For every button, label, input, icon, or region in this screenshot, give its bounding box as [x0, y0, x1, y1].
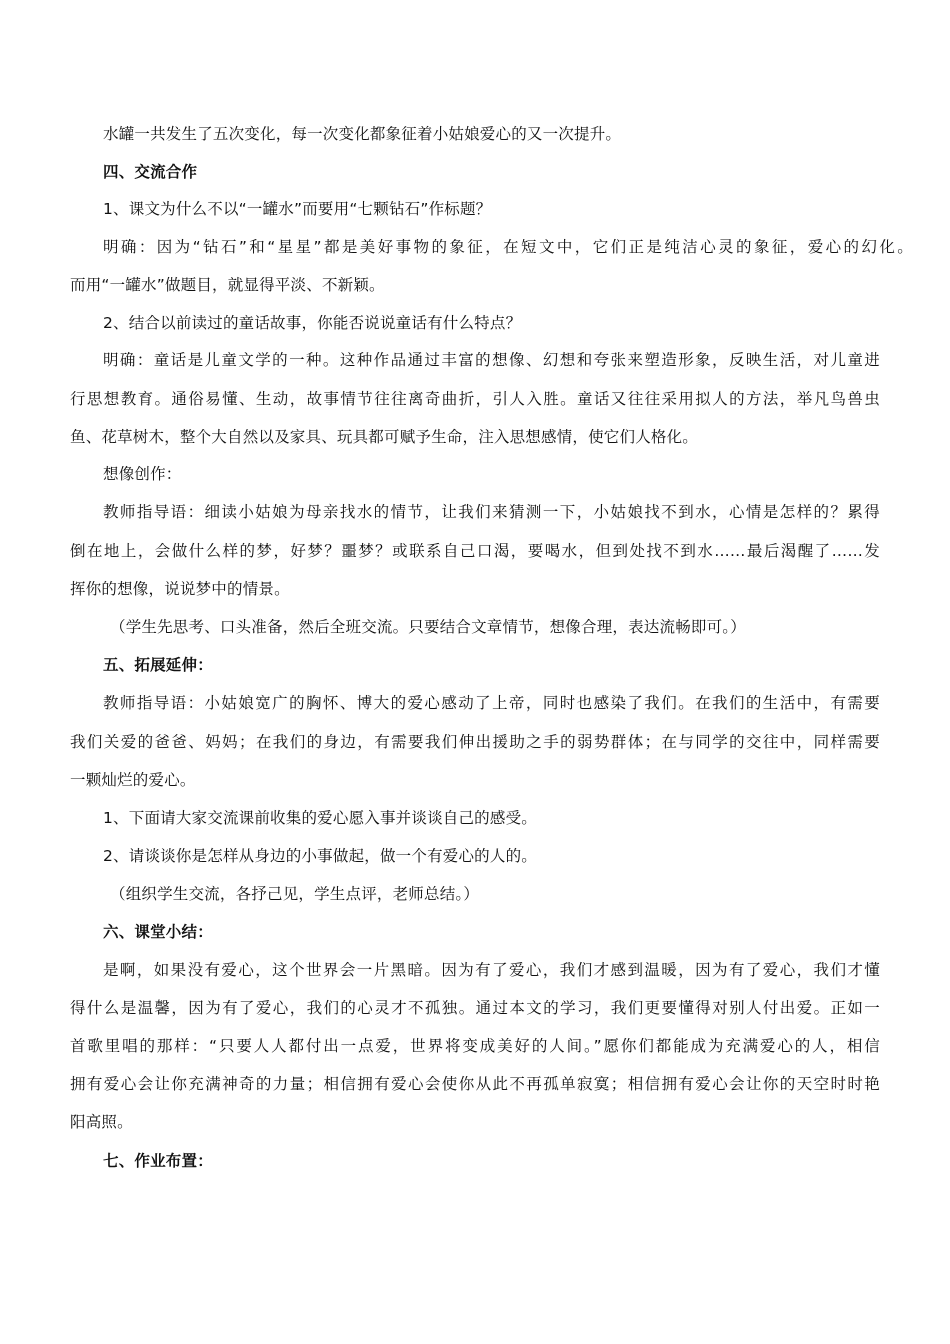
teacher-guide-1-line-1: 教师指导语：细读小姑娘为母亲找水的情节，让我们来猜测一下，小姑娘找不到水，心情是怎样的？累得	[103, 503, 880, 521]
summary-line-3: 首歌里唱的那样：“只要人人都付出一点爱，世界将变成美好的人间。”愿你们都能成为充满爱心的人，相信	[70, 1037, 880, 1055]
answer-2-line-2: 行思想教育。通俗易懂、生动，故事情节往往离奇曲折，引人入胜。童话又往往采用拟人的方法，举凡鸟兽虫	[70, 390, 880, 408]
subheading-imagination: 想像创作：	[103, 465, 182, 483]
summary-line-2: 得什么是温馨，因为有了爱心，我们的心灵才不孤独。通过本文的学习，我们更要懂得对别人付出爱。正如一	[70, 999, 880, 1017]
answer-1-line-2: 而用“一罐水”做题目，就显得平淡、不新颖。	[70, 276, 385, 294]
answer-2-line-1: 明确：童话是儿童文学的一种。这种作品通过丰富的想像、幻想和夸张来塑造形象，反映生活，对儿童进	[103, 351, 880, 369]
question-1: 1、课文为什么不以“一罐水”而要用“七颗钻石”作标题？	[103, 200, 492, 218]
summary-line-1: 是啊，如果没有爱心，这个世界会一片黑暗。因为有了爱心，我们才感到温暖，因为有了爱心，我们才懂	[103, 961, 880, 979]
question-2: 2、结合以前读过的童话故事，你能否说说童话有什么特点？	[103, 314, 522, 332]
paragraph-line: 水罐一共发生了五次变化，每一次变化都象征着小姑娘爱心的又一次提升。	[103, 125, 622, 143]
task-1: 1、下面请大家交流课前收集的爱心愿入事并谈谈自己的感受。	[103, 809, 537, 827]
teacher-guide-1-line-3: 挥你的想像，说说梦中的情景。	[70, 580, 290, 598]
task-2: 2、请谈谈你是怎样从身边的小事做起，做一个有爱心的人的。	[103, 847, 537, 865]
section-heading-7: 七、作业布置：	[103, 1152, 213, 1170]
answer-2-line-3: 鱼、花草树木，整个大自然以及家具、玩具都可赋予生命，注入思想感情，使它们人格化。	[70, 428, 699, 446]
section-heading-4: 四、交流合作	[103, 163, 198, 181]
section-heading-5: 五、拓展延伸：	[103, 656, 213, 674]
section-heading-6: 六、课堂小结：	[103, 923, 213, 941]
summary-line-4: 拥有爱心会让你充满神奇的力量；相信拥有爱心会使你从此不再孤单寂寞；相信拥有爱心会让你的天空时时艳	[70, 1075, 880, 1093]
summary-line-5: 阳高照。	[70, 1113, 133, 1131]
teacher-guide-2-line-2: 我们关爱的爸爸、妈妈；在我们的身边，有需要我们伸出援助之手的弱势群体；在与同学的交往中，同样需要	[70, 733, 880, 751]
teacher-guide-2-line-1: 教师指导语：小姑娘宽广的胸怀、博大的爱心感动了上帝，同时也感染了我们。在我们的生活中，有需要	[103, 694, 880, 712]
answer-1-line-1: 明确：因为“钻石”和“星星”都是美好事物的象征，在短文中，它们正是纯洁心灵的象征，爱心的幻化。	[103, 238, 913, 256]
note-1: （学生先思考、口头准备，然后全班交流。只要结合文章情节，想像合理，表达流畅即可。）	[110, 618, 746, 636]
teacher-guide-1-line-2: 倒在地上，会做什么样的梦，好梦？噩梦？或联系自己口渴，要喝水，但到处找不到水……最后渴醒了……发	[70, 542, 880, 560]
teacher-guide-2-line-3: 一颗灿烂的爱心。	[70, 771, 196, 789]
note-2: （组织学生交流，各抒己见，学生点评，老师总结。）	[110, 885, 480, 903]
